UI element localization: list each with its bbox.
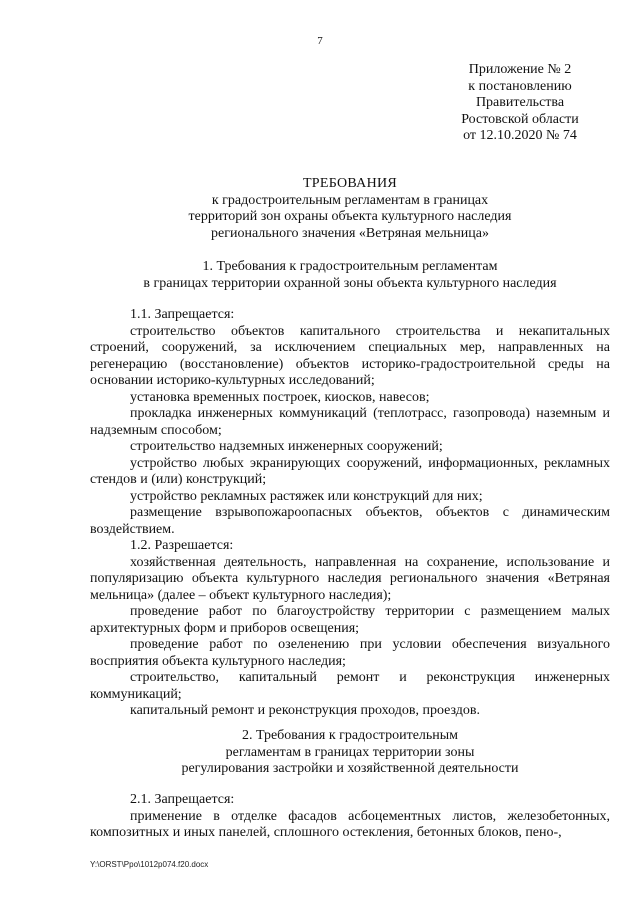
list-item: устройство рекламных растяжек или конструкций для них; — [130, 488, 483, 504]
list-item: строительство, капитальный ремонт и реконструкция инженерных коммуникаций; — [90, 670, 610, 702]
file-path-footer: Y:\ORST\Ppo\1012p074.f20.docx — [90, 860, 209, 869]
heading-line: регламентам в границах территории зоны — [225, 744, 475, 760]
section-2-body — [90, 792, 610, 842]
title-line: территорий зон охраны объекта культурного наследия — [188, 209, 512, 224]
list-item: капитальный ремонт и реконструкция проходов, проездов. — [130, 703, 481, 718]
appendix-line: от 12.10.2020 № 74 — [463, 128, 577, 143]
section-2-heading — [90, 728, 610, 778]
list-item: строительство надземных инженерных сооружений; — [130, 439, 443, 454]
heading-line: в границах территории охранной зоны объекта культурного наследия — [143, 275, 557, 291]
subsection-heading: 1.1. Запрещается: — [130, 307, 235, 322]
list-item: строительство объектов капитального строительства и некапитальных строений, сооружений, за исключением специальных мер, направленных на регенерацию (восстановление) объектов историко-градостроительной среды на основании историко-культурных исследований; — [90, 323, 610, 388]
list-item: устройство любых экранирующих сооружений, информационных, рекламных стендов и (или) конструкций; — [90, 455, 610, 487]
list-item: хозяйственная деятельность, направленная на сохранение, использование и популяризацию объекта культурного наследия регионального значения «Ветряная мельница» (далее – объект культурного наследия); — [90, 554, 610, 603]
heading-line: регулирования застройки и хозяйственной деятельности — [181, 761, 519, 776]
appendix-block — [440, 62, 600, 145]
heading-line: 2. Требования к градостроительным — [241, 728, 459, 743]
section-1-heading — [90, 259, 610, 292]
list-item: проведение работ по озеленению при условии обеспечения визуального восприятия объекта культурного наследия; — [90, 637, 610, 669]
list-item: установка временных построек, киосков, навесов; — [130, 389, 430, 405]
list-item: прокладка инженерных коммуникаций (теплотрасс, газопровода) наземным и надземным способом; — [90, 406, 610, 438]
title-line: регионального значения «Ветряная мельница» — [211, 225, 489, 241]
list-item: размещение взрывопожароопасных объектов, объектов с динамическим воздействием. — [90, 505, 610, 537]
list-item: применение в отделке фасадов асбоцементных листов, железобетонных, композитных и иных панелей, сплошного остекления, бетонных блоков, пено-, — [90, 808, 610, 840]
page-number: 7 — [317, 35, 323, 47]
document-title — [90, 176, 610, 242]
appendix-line: Ростовской области — [461, 111, 579, 127]
subsection-heading: 1.2. Разрешается: — [130, 538, 234, 553]
list-item: проведение работ по благоустройству территории с размещением малых архитектурных форм и приборов освещения; — [90, 604, 610, 636]
section-1-body — [90, 307, 610, 720]
title-line: к градостроительным регламентам в границах — [211, 192, 489, 208]
heading-line: 1. Требования к градостроительным регламентам — [202, 259, 498, 274]
subsection-heading: 2.1. Запрещается: — [130, 792, 235, 807]
title-main: ТРЕБОВАНИЯ — [302, 176, 398, 191]
appendix-line: к постановлению — [468, 78, 572, 94]
appendix-line: Правительства — [475, 95, 565, 110]
appendix-line: Приложение № 2 — [468, 62, 572, 77]
